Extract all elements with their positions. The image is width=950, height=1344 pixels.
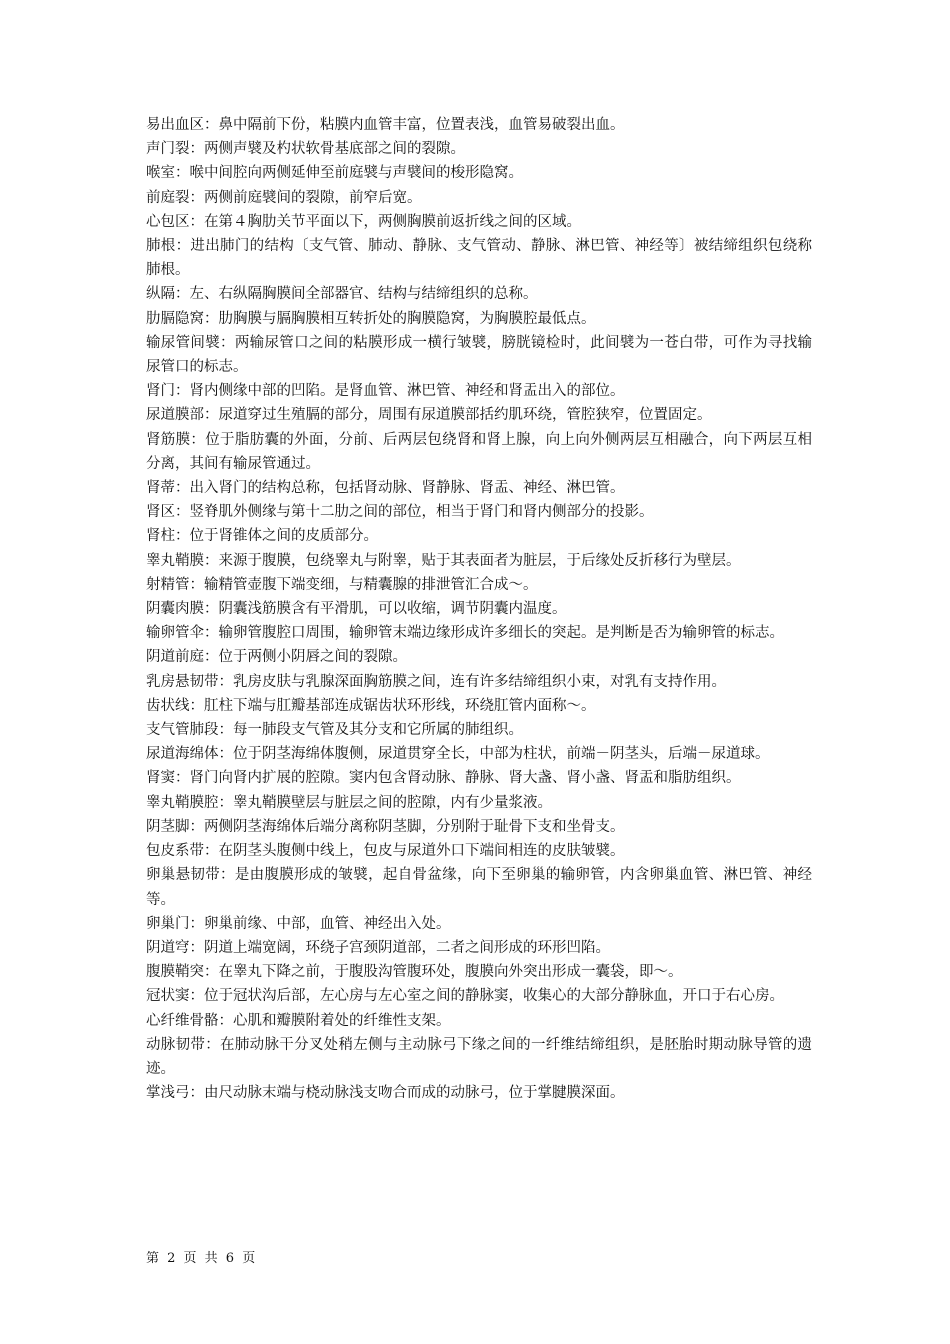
entry-20: 乳房悬韧带：乳房皮肤与乳腺深面胸筋膜之间，连有许多结缔组织小束，对乳有支持作用。 <box>146 673 726 690</box>
entry-5: 肺根：进出肺门的结构〔支气管、肺动、静脉、支气管动、静脉、淋巴管、神经等〕被结缔组织包绕称肺根。 <box>146 238 812 279</box>
entry-8: 输尿管间襞：两输尿管口之间的粘膜形成一横行皱襞，膀胱镜检时，此间襞为一苍白带，可作为寻找输尿管口的标志。 <box>146 334 812 376</box>
entry-0: 易出血区：鼻中隔前下份，粘膜内血管丰富，位置表浅，血管易破裂出血。 <box>146 117 625 133</box>
entry-4: 心包区：在第４胸肋关节平面以下，两侧胸膜前返折线之间的区域。 <box>146 213 581 230</box>
entry-29: 卵巢门：卵巢前缘、中部，血管、神经出入处。 <box>146 915 451 932</box>
entry-2: 喉室：喉中间腔向两侧延伸至前庭襞与声襞间的梭形隐窝。 <box>146 165 523 182</box>
entry-31: 腹膜鞘突：在睾丸下降之前，于腹股沟管腹环处，腹膜向外突出形成一囊袋，即～。 <box>146 964 683 981</box>
entry-24: 肾窦：肾门向肾内扩展的腔隙。窦内包含肾动脉、静脉、肾大盏、肾小盏、肾盂和脂肪组织。 <box>146 770 741 787</box>
entry-13: 肾区：竖脊肌外侧缘与第十二肋之间的部位，相当于肾门和肾内侧部分的投影。 <box>146 504 654 521</box>
entry-26: 阴茎脚：两侧阴茎海绵体后端分离称阴茎脚，分别附于耻骨下支和坐骨支。 <box>146 818 625 835</box>
entry-28: 卵巢悬韧带：是由腹膜形成的皱襞，起自骨盆缘，向下至卵巢的输卵管，内含卵巢血管、淋巴管、神经等。 <box>146 867 812 908</box>
entry-16: 射精管：输精管壶腹下端变细，与精囊腺的排泄管汇合成～。 <box>146 576 538 593</box>
entry-15: 睾丸鞘膜：来源于腹膜，包绕睾丸与附睾，贴于其表面者为脏层，于后缘处反折移行为壁层。 <box>146 552 741 569</box>
entry-27: 包皮系带：在阴茎头腹侧中线上，包皮与尿道外口下端间相连的皮肤皱襞。 <box>146 843 625 860</box>
entry-30: 阴道穹：阴道上端宽阔，环绕子宫颈阴道部，二者之间形成的环形凹陷。 <box>146 939 610 956</box>
page-body <box>146 113 812 1105</box>
entry-33: 心纤维骨骼：心肌和瓣膜附着处的纤维性支架。 <box>146 1012 451 1029</box>
entry-14: 肾柱：位于肾锥体之间的皮质部分。 <box>146 528 378 545</box>
entry-1: 声门裂：两侧声襞及杓状软骨基底部之间的裂隙。 <box>146 141 465 158</box>
entry-32: 冠状窦：位于冠状沟后部，左心房与左心室之间的静脉窦，收集心的大部分静脉血，开口于右心房。 <box>146 988 784 1005</box>
entry-21: 齿状线：肛柱下端与肛瓣基部连成锯齿状环形线，环绕肛管内面称～。 <box>146 697 596 714</box>
entry-11: 肾筋膜：位于脂肪囊的外面，分前、后两层包绕肾和肾上腺，向上向外侧两层互相融合，向下两层互相分离，其间有输尿管通过。 <box>146 431 812 472</box>
entry-34: 动脉韧带：在肺动脉干分叉处稍左侧与主动脉弓下缘之间的一纤维结缔组织，是胚胎时期动脉导管的遗迹。 <box>146 1036 812 1077</box>
entry-19: 阴道前庭：位于两侧小阴唇之间的裂隙。 <box>146 649 407 666</box>
entry-22: 支气管肺段：每一肺段支气管及其分支和它所属的肺组织。 <box>146 722 523 739</box>
entry-6: 纵隔：左、右纵隔胸膜间全部器官、结构与结缔组织的总称。 <box>146 286 538 303</box>
entry-25: 睾丸鞘膜腔：睾丸鞘膜壁层与脏层之间的腔隙，内有少量浆液。 <box>146 794 552 811</box>
entry-7: 肋膈隐窝：肋胸膜与膈胸膜相互转折处的胸膜隐窝，为胸膜腔最低点。 <box>146 310 596 327</box>
entry-35: 掌浅弓：由尺动脉末端与桡动脉浅支吻合而成的动脉弓，位于掌腱膜深面。 <box>146 1085 625 1102</box>
entry-17: 阴囊肉膜：阴囊浅筋膜含有平滑肌，可以收缩，调节阴囊内温度。 <box>146 601 567 618</box>
entry-3: 前庭裂：两侧前庭襞间的裂隙，前窄后宽。 <box>146 189 422 206</box>
entry-10: 尿道膜部：尿道穿过生殖膈的部分，周围有尿道膜部括约肌环绕，管腔狭窄，位置固定。 <box>146 407 712 424</box>
page-footer: 第 2 页 共 6 页 <box>146 1251 258 1266</box>
entry-23: 尿道海绵体：位于阴茎海绵体腹侧，尿道贯穿全长，中部为柱状，前端－阴茎头，后端－尿道球。 <box>146 746 770 763</box>
entry-18: 输卵管伞：输卵管腹腔口周围，输卵管末端边缘形成许多细长的突起。是判断是否为输卵管的标志。 <box>146 625 784 642</box>
entry-9: 肾门：肾内侧缘中部的凹陷。是肾血管、淋巴管、神经和肾盂出入的部位。 <box>146 383 625 400</box>
entry-12: 肾蒂：出入肾门的结构总称，包括肾动脉、肾静脉、肾盂、神经、淋巴管。 <box>146 480 625 497</box>
